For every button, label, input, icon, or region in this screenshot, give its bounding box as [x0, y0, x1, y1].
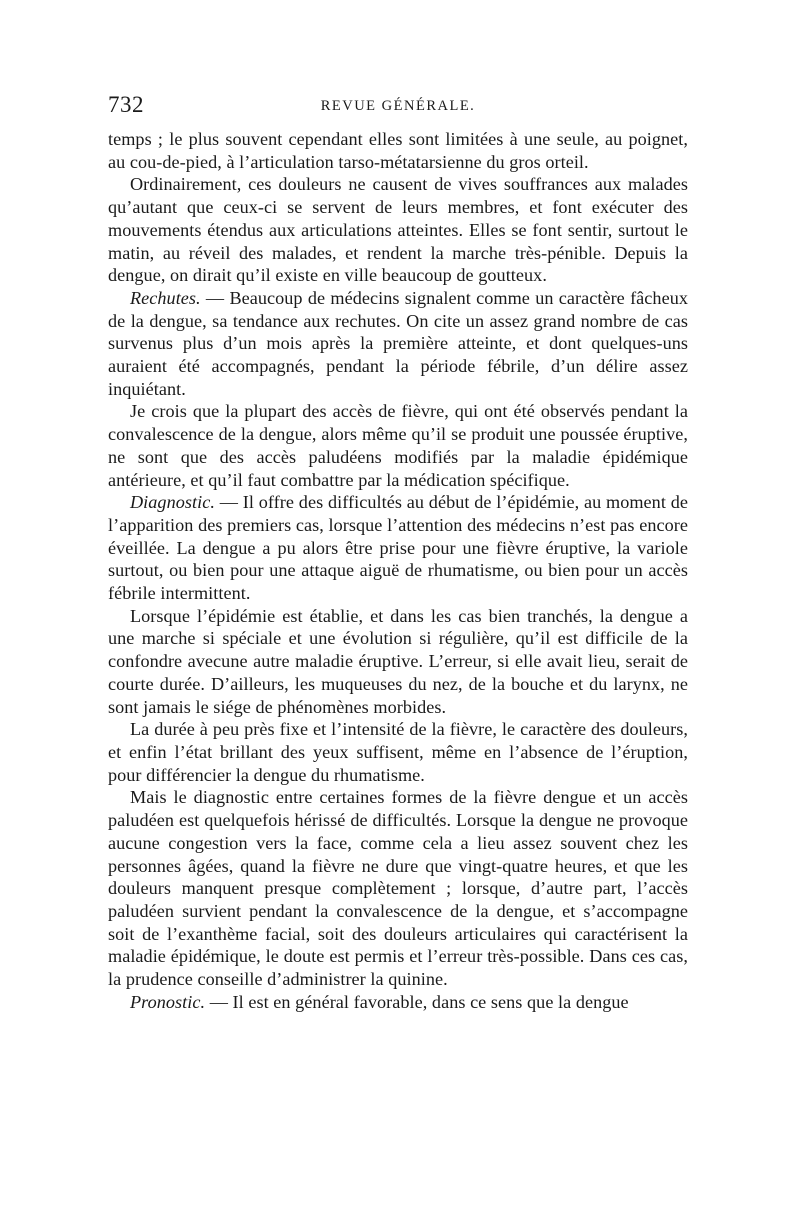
- rubric-pronostic: Pronostic.: [130, 991, 206, 1012]
- rubric-diagnostic: Diagnostic.: [130, 492, 215, 513]
- paragraph-text: Lorsque l’épidémie est établie, et dans les cas bien tranchés, la dengue a une marche si spéciale et une évolution si régulière, qu’il est difficile de la confondre avecune autre maladie éruptive. L’erreur, si elle avait lieu, serait de courte durée. D’ailleurs, les muqueuses du nez, de la bouche et du larynx, ne sont jamais le siége de phénomènes morbides.: [108, 605, 688, 717]
- paragraph-duree-fievre: [108, 718, 688, 786]
- body-text: [108, 128, 688, 1013]
- paragraph-acces-paludeen: [108, 786, 688, 990]
- paragraph-douleurs: [108, 173, 688, 287]
- page-number: 732: [108, 92, 144, 117]
- paragraph-rechutes: [108, 287, 688, 401]
- paragraph-text: Je crois que la plupart des accès de fièvre, qui ont été observés pendant la convalescence de la dengue, alors même qu’il se produit une poussée éruptive, ne sont que des accès paludéens modifiés par la maladie épidémique antérieure, et qu’il faut combattre par la médication spécifique.: [108, 401, 688, 490]
- running-head: [108, 92, 688, 128]
- paragraph-epidemie-etablie: [108, 605, 688, 719]
- paragraph-text: Ordinairement, ces douleurs ne causent de vives souffrances aux malades qu’autant que ceux-ci se servent de leurs membres, et font exécuter des mouvements étendus aux articulations atteintes. Elles se font sentir, surtout le matin, au réveil des malades, et rendent la marche très-pénible. Depuis la dengue, on dirait qu’il existe en ville beaucoup de goutteux.: [108, 174, 688, 286]
- paragraph-text: La durée à peu près fixe et l’intensité de la fièvre, le caractère des douleurs, et enfin l’état brillant des yeux suffisent, même en l’absence de l’éruption, pour différencier la dengue du rhumatisme.: [108, 719, 688, 785]
- paragraph-text: temps ; le plus souvent cependant elles sont limitées à une seule, au poignet, au cou-de-pied, à l’articulation tarso-métatarsienne du gros orteil.: [108, 129, 688, 172]
- book-page: [108, 92, 688, 1013]
- paragraph-pronostic: [108, 991, 688, 1014]
- paragraph-text: — Il est en général favorable, dans ce sens que la dengue: [205, 991, 629, 1012]
- paragraph-continuation: [108, 128, 688, 173]
- paragraph-text: — Il offre des difficultés au début de l’épidémie, au moment de l’apparition des premiers cas, lorsque l’attention des médecins n’est pas encore éveillée. La dengue a pu alors être prise pour une fièvre éruptive, la variole surtout, ou bien pour une attaque aiguë de rhumatisme, ou bien pour un accès fébrile intermittent.: [108, 492, 688, 604]
- paragraph-text: Mais le diagnostic entre certaines formes de la fièvre dengue et un accès paludéen est quelquefois hérissé de difficultés. Lorsque la dengue ne provoque aucune congestion vers la face, comme cela a lieu assez souvent chez les personnes âgées, quand la fièvre ne dure que vingt-quatre heures, et que les douleurs manquent presque complètement ; lorsque, d’autre part, l’accès paludéen survient pendant la convalescence de la dengue, et s’accompagne soit de l’exanthème facial, soit des douleurs articulaires qui caractérisent la maladie épidémique, le doute est permis et l’erreur très-possible. Dans ces cas, la prudence conseille d’administrer la quinine.: [108, 787, 688, 990]
- running-title: REVUE GÉNÉRALE.: [320, 98, 476, 114]
- paragraph-diagnostic: [108, 491, 688, 605]
- paragraph-acces-fievre: [108, 400, 688, 491]
- rubric-rechutes: Rechutes.: [130, 287, 201, 308]
- paragraph-text: — Beaucoup de médecins signalent comme un caractère fâcheux de la dengue, sa tendance aux rechutes. On cite un assez grand nombre de cas survenus plus d’un mois après la première atteinte, et dont quelques-uns auraient été accompagnés, pendant la période fébrile, d’un délire assez inquiétant.: [108, 287, 688, 399]
